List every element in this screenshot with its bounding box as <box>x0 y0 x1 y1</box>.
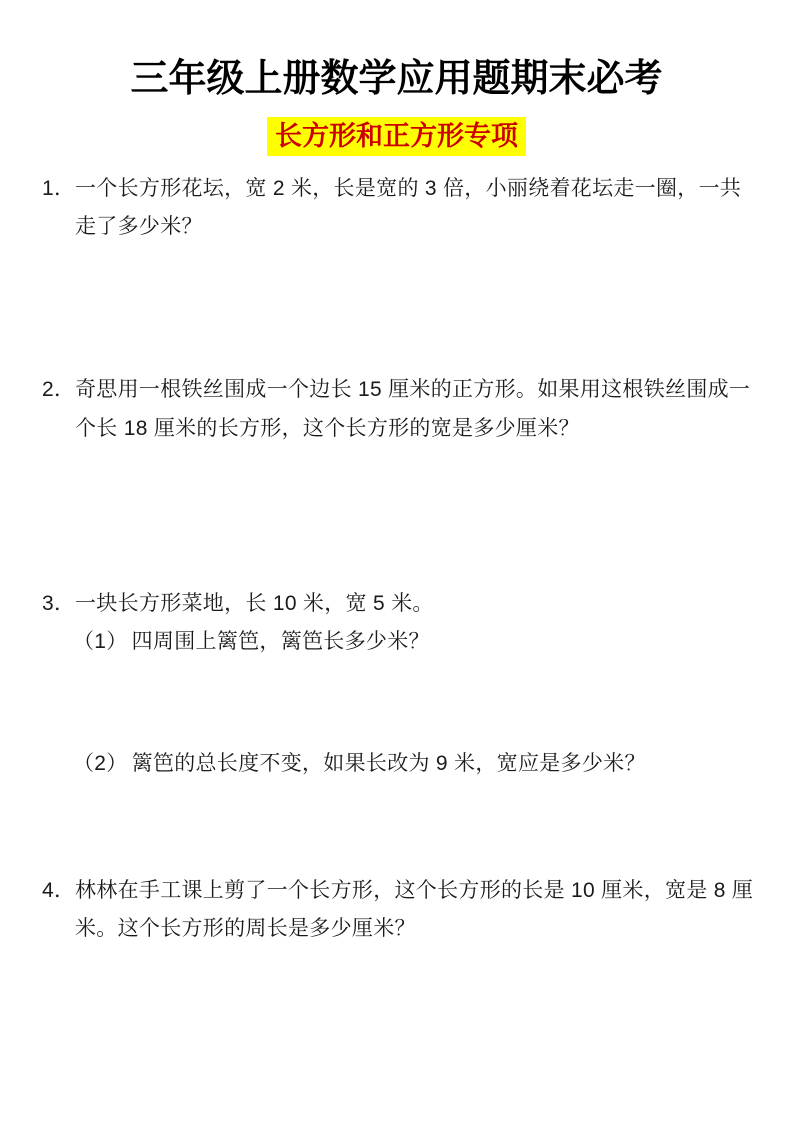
question-3-sub-2-text: 篱笆的总长度不变，如果长改为 9 米，宽应是多少米？ <box>131 752 646 775</box>
question-2-text-line-2: 个长 18 厘米的长方形，这个长方形的宽是多少厘米？ <box>75 417 580 440</box>
question-1-line-2 <box>75 214 203 239</box>
question-3-sub-2-label: （2） <box>73 752 128 775</box>
question-3-sub-2 <box>73 751 646 776</box>
question-3-text-line-1: 一块长方形菜地，长 10 米，宽 5 米。 <box>75 592 434 615</box>
question-1-text-line-2: 走了多少米？ <box>75 215 203 238</box>
question-3-sub-1-label: （1） <box>73 630 128 653</box>
page-subtitle-row <box>0 117 793 156</box>
question-2-text-line-1: 奇思用一根铁丝围成一个边长 15 厘米的正方形。如果用这根铁丝围成一 <box>75 378 751 401</box>
question-4-line-2 <box>75 916 416 941</box>
question-2-line-1 <box>42 377 751 402</box>
question-1-line-1 <box>42 176 742 201</box>
question-2-number: 2． <box>42 378 76 401</box>
question-4-text-line-2: 米。这个长方形的周长是多少厘米？ <box>75 917 416 940</box>
question-1-number: 1． <box>42 177 76 200</box>
page-subtitle: 长方形和正方形专项 <box>267 117 526 156</box>
question-4-number: 4． <box>42 879 76 902</box>
question-3-number: 3． <box>42 592 76 615</box>
question-2-line-2 <box>75 416 580 441</box>
question-3-line-1 <box>42 591 434 616</box>
question-4-line-1 <box>42 878 754 903</box>
page-title: 三年级上册数学应用题期末必考 <box>130 58 663 100</box>
question-1-text-line-1: 一个长方形花坛，宽 2 米，长是宽的 3 倍，小丽绕着花坛走一圈，一共 <box>75 177 742 200</box>
question-3-sub-1-text: 四周围上篱笆，篱笆长多少米？ <box>131 630 430 653</box>
question-3-sub-1 <box>73 629 430 654</box>
question-4-text-line-1: 林林在手工课上剪了一个长方形，这个长方形的长是 10 厘米，宽是 8 厘 <box>75 879 754 902</box>
